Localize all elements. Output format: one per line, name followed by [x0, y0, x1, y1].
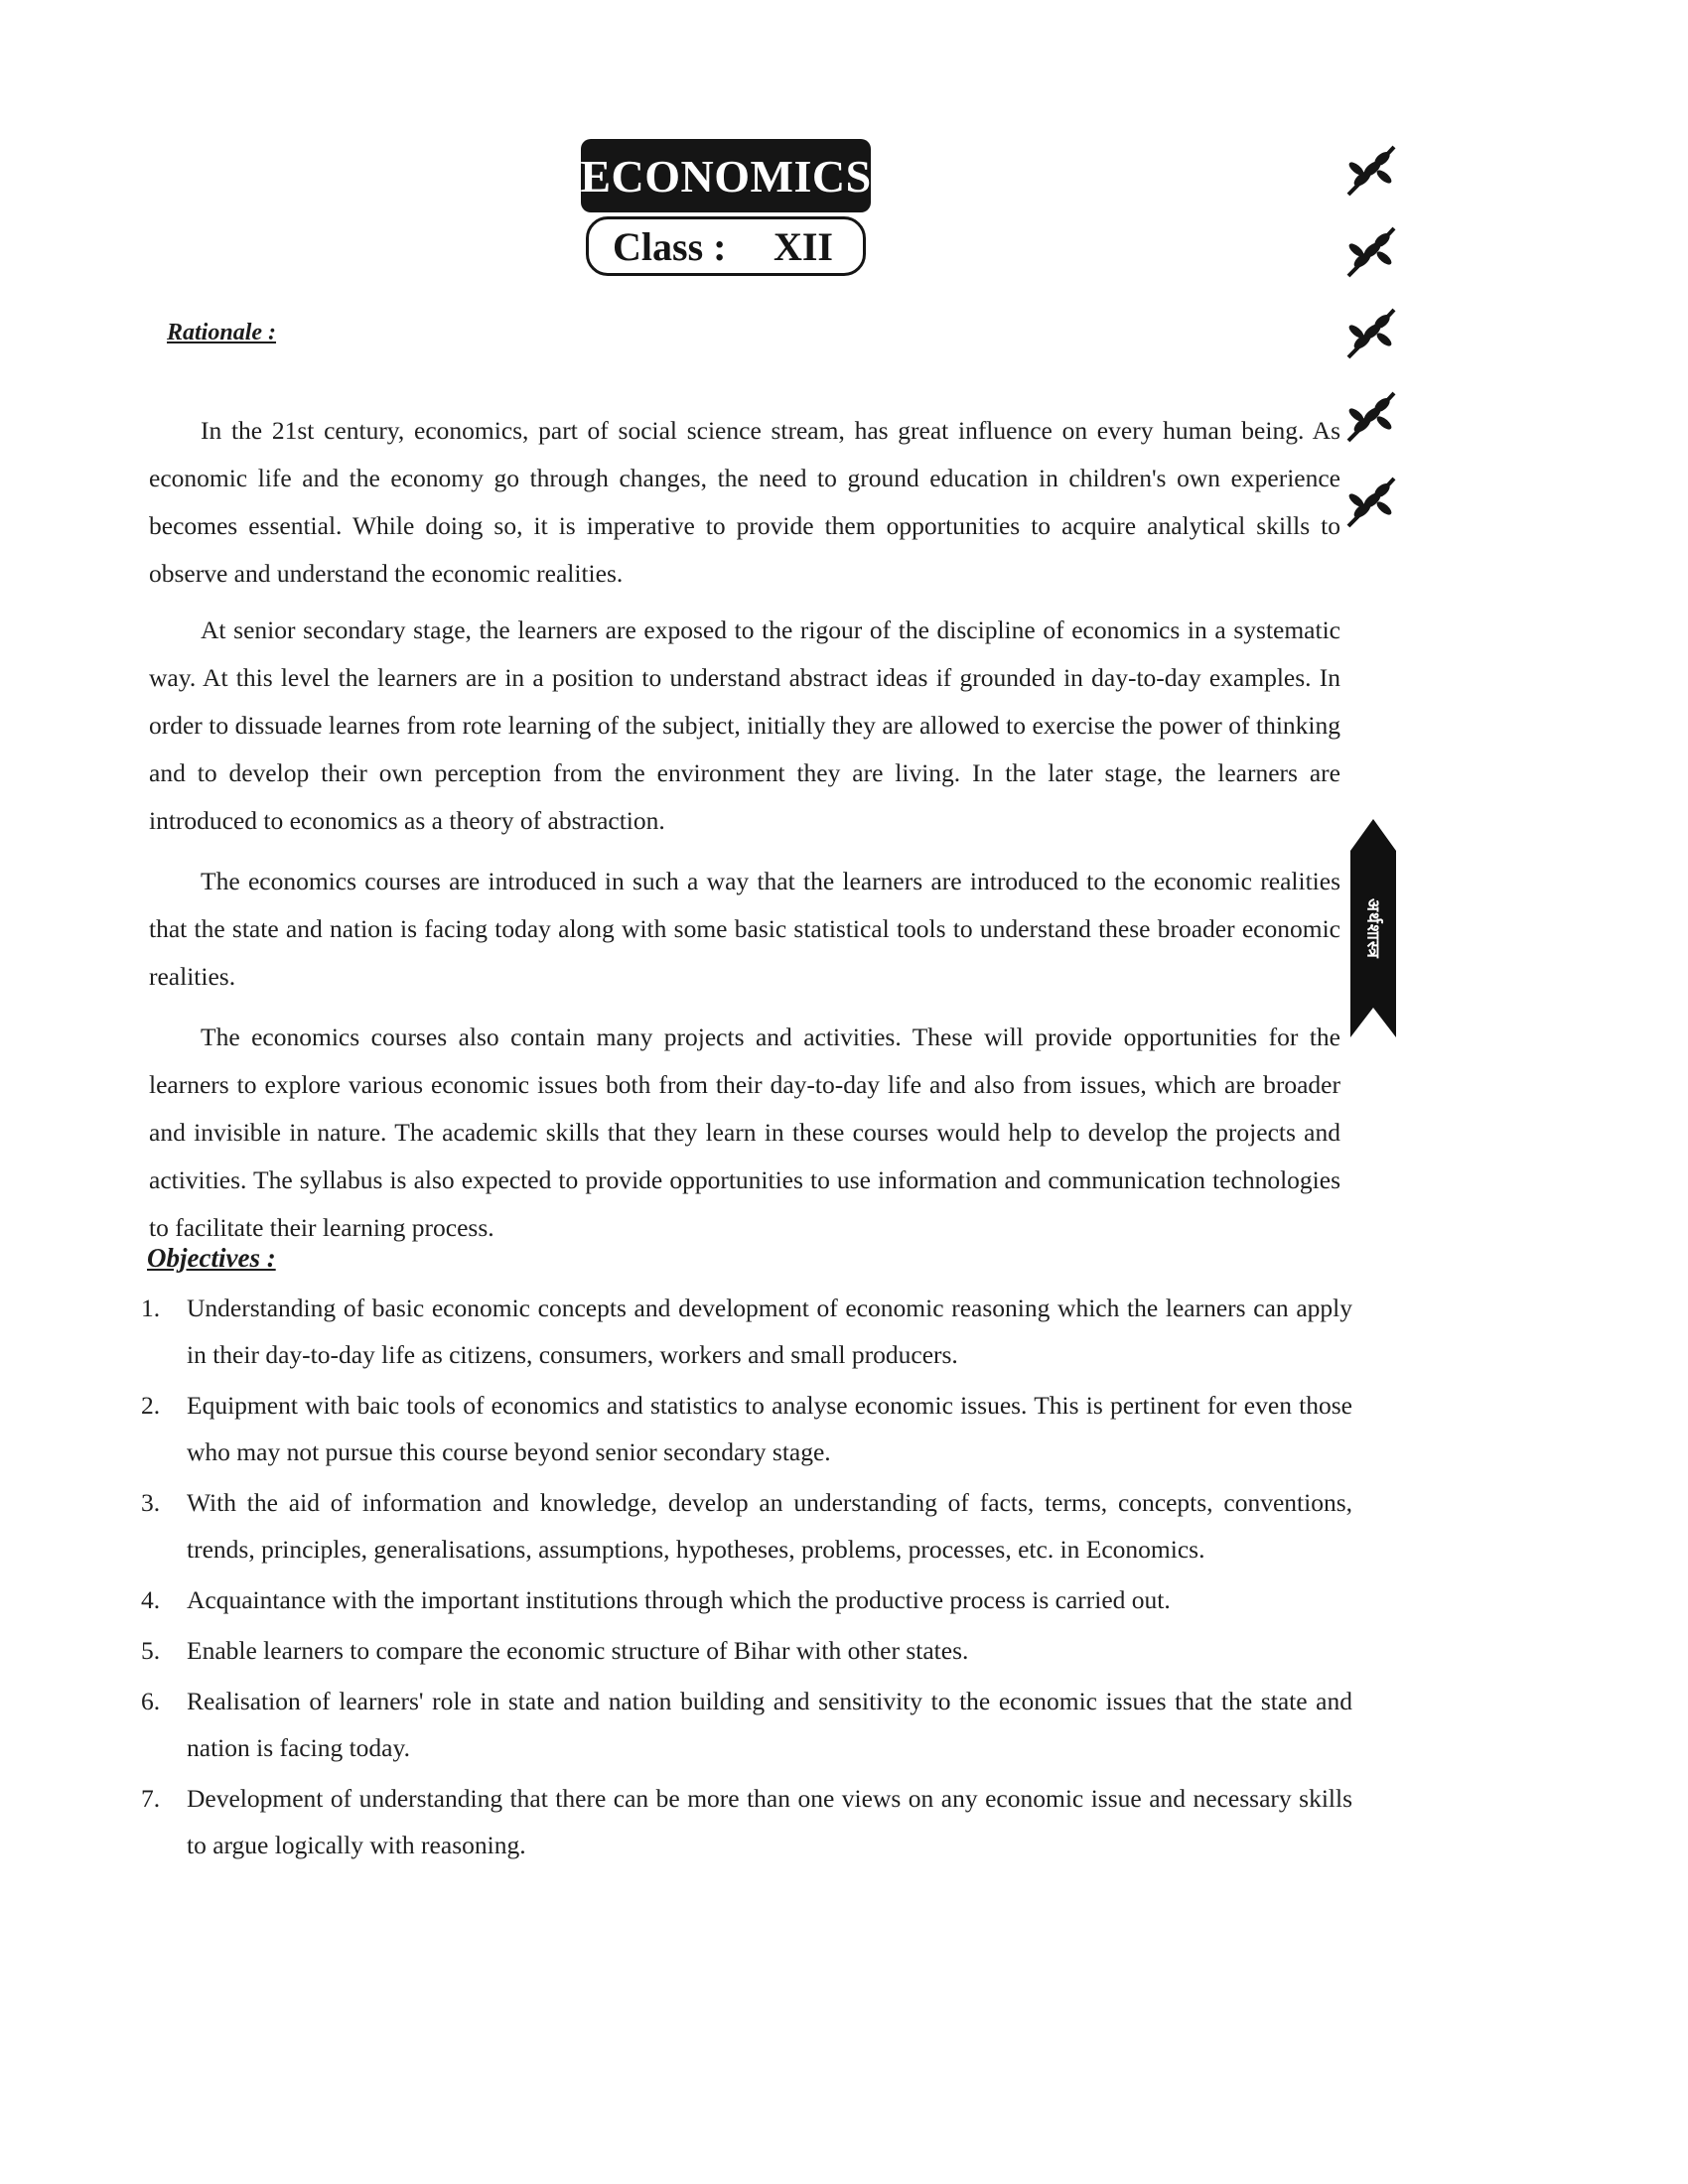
objective-number: 7. — [141, 1784, 161, 1813]
objective-item — [141, 1627, 1352, 1674]
leaf-sprig-icon — [1340, 139, 1404, 203]
leaf-sprig-icon — [1340, 302, 1404, 365]
objective-item — [141, 1285, 1352, 1378]
class-label: Class : — [613, 223, 727, 269]
objective-text: Acquaintance with the important institutions through which the productive process is carried out. — [187, 1585, 1171, 1614]
rationale-heading: Rationale : — [167, 320, 277, 345]
objective-number: 1. — [141, 1294, 161, 1322]
objective-item — [141, 1775, 1352, 1868]
objective-text: Understanding of basic economic concepts and development of economic reasoning which the learners can apply in their day-to-day life as citizens, consumers, workers and small producers. — [187, 1294, 1352, 1369]
class-badge — [586, 216, 866, 276]
objective-text: Enable learners to compare the economic structure of Bihar with other states. — [187, 1636, 969, 1665]
objective-item — [141, 1678, 1352, 1771]
leaf-sprig-icon — [1340, 385, 1404, 449]
subject-title: ECONOMICS — [581, 139, 871, 212]
class-value: XII — [773, 223, 833, 269]
objective-text: Equipment with baic tools of economics and statistics to analyse economic issues. This is pertinent for even those who may not pursue this course beyond senior secondary stage. — [187, 1391, 1352, 1466]
objective-number: 6. — [141, 1687, 161, 1715]
rationale-paragraph: In the 21st century, economics, part of social science stream, has great influence on every human being. As economic life and the economy go through changes, the need to ground education in children's own experience becomes essential. While doing so, it is imperative to provide them opportunities to acquire analytical skills to observe and understand the economic realities. — [149, 415, 1340, 588]
objective-number: 2. — [141, 1391, 161, 1420]
rationale-paragraph: The economics courses are introduced in such a way that the learners are introduced to the economic realities that the state and nation is facing today along with some basic statistical tools to understand these broader economic realities. — [149, 866, 1340, 991]
objective-number: 3. — [141, 1488, 161, 1517]
objectives-list — [141, 1285, 1352, 1872]
objective-item — [141, 1479, 1352, 1572]
rationale-paragraph: The economics courses also contain many projects and activities. These will provide opportunities for the learners to explore various economic issues both from their day-to-day life and also from issues, which are broader and invisible in nature. The academic skills that they learn in these courses would help to develop the projects and activities. The syllabus is also expected to provide opportunities to use information and communication technologies to facilitate their learning process. — [149, 1022, 1340, 1242]
objectives-heading: Objectives : — [147, 1243, 276, 1273]
objective-text: With the aid of information and knowledge, develop an understanding of facts, terms, concepts, conventions, trends, principles, generalisations, assumptions, hypotheses, problems, processes, etc. in Economics. — [187, 1488, 1352, 1564]
side-tab-label: अर्थशास्त्र — [1362, 897, 1383, 959]
rationale-paragraph: At senior secondary stage, the learners are exposed to the rigour of the discipline of economics in a systematic way. At this level the learners are in a position to understand abstract ideas if grounded in day-to-day examples. In order to dissuade learnes from rote learning of the subject, initially they are allowed to exercise the power of thinking and to develop their own perception from the environment they are living. In the later stage, the learners are introduced to economics as a theory of abstraction. — [149, 614, 1340, 835]
objective-text: Development of understanding that there can be more than one views on any economic issue and necessary skills to argue logically with reasoning. — [187, 1784, 1352, 1859]
objective-item — [141, 1576, 1352, 1623]
leaf-sprig-icon — [1340, 220, 1404, 284]
objective-text: Realisation of learners' role in state and nation building and sensitivity to the economic issues that the state and nation is facing today. — [187, 1687, 1352, 1762]
objective-number: 5. — [141, 1636, 161, 1665]
leaf-sprig-icon — [1340, 471, 1404, 534]
objective-number: 4. — [141, 1585, 161, 1614]
objective-item — [141, 1382, 1352, 1475]
